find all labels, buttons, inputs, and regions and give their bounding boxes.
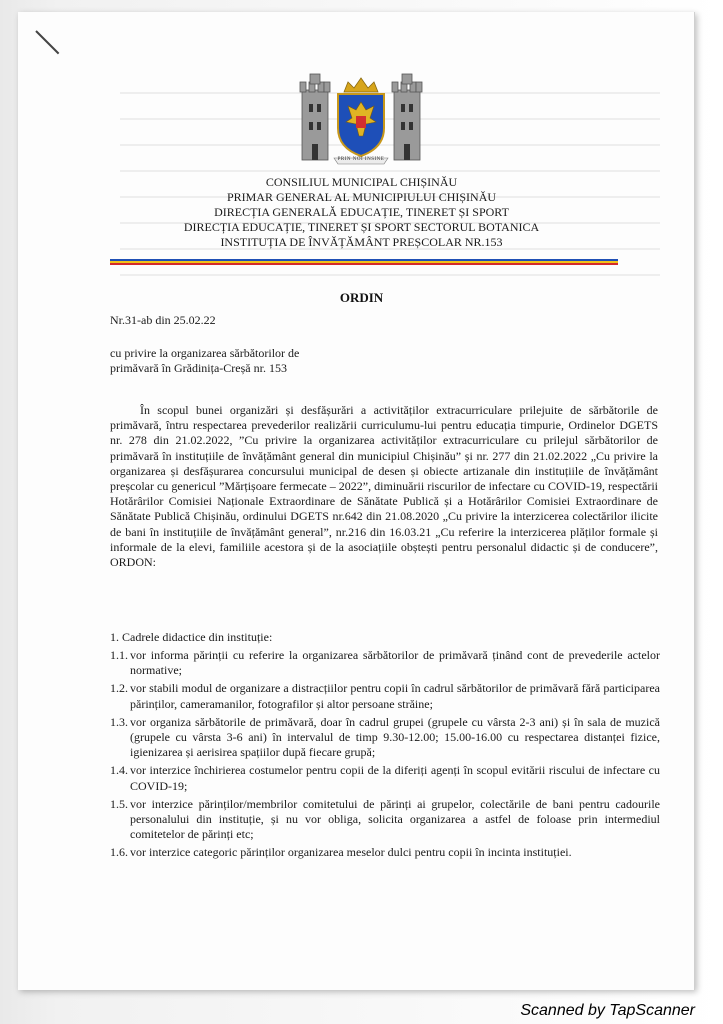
document-body: În scopul bunei organizări și desfășurări a activităților extracurriculare prilejuite de sărbătorile de primăvară, întru respectarea prevederilor realizării curriculumu-lui pentru educația timpurie, Ordinelor DGETS nr. 278 din 21.02.2022, ”Cu privire la organizarea activităților extracurriculare cu prilejul sărbătorilor de primăvară în instituțiile de învățământ general din municipiul Chișinău” și nr. 277 din 21.02.2022 „Cu privire la organizarea și desfășurarea concursului municipal de desen și obiecte artizanale din instituțiile de învățământ preșcolar cu genericul ”Mărțișoare fermecate – 2022”, diminuării riscurilor de infectare cu COVID-19, respectării Hotărârilor Comisiei Naționale Extraordinare de Sănătate Publică și a Hotărârilor Comisiei Extraordinare de Sănătate Publică Chișinău, ordinului DGETS nr.642 din 21.08.2020 „Cu privire la interzicerea colectărilor ilicite de bani în instituțiile de învățământ general”, nr.216 din 16.03.21 „Cu referire la interzicerea plăților formale și informale de la elevi, familiile acestora și de la asociațiile obștești pentru personalul didactic și de conducere”, ORDON: (110, 403, 658, 570)
chisinau-coat-of-arms-icon (296, 70, 426, 168)
header-line-sector-directorate: DIRECȚIA EDUCAȚIE, TINERET ȘI SPORT SECTORUL BOTANICA (183, 220, 540, 234)
header-line-council: CONSILIUL MUNICIPAL CHIȘINĂU (265, 175, 458, 189)
document-number: Nr.31-ab din 25.02.22 (110, 313, 216, 327)
list-item (110, 648, 660, 678)
list-item-number: 1.4. (110, 763, 128, 778)
header-line-institution: INSTITUȚIA DE ÎNVĂȚĂMÂNT PREȘCOLAR NR.153 (220, 235, 503, 249)
list-item-number: 1.5. (110, 796, 128, 811)
list-item-text: vor organiza sărbătorile de primăvară, doar în cadrul grupei (grupele cu vârsta 2-3 ani) și în sala de muzică (grupele cu vârsta 3-6 ani) în intervalul de timp 9.30-12.00; 15.00-16.00 cu respectarea distanței fizice, igienizarea și aerisirea spațiilor după fiecare grupă; (130, 714, 660, 760)
scanner-watermark: Scanned by TapScanner (520, 1002, 695, 1019)
document-title: ORDIN (339, 290, 384, 305)
list-item (110, 797, 660, 843)
tricolor-divider (110, 259, 618, 265)
list-heading: 1. Cadrele didactice din instituție: (110, 630, 273, 644)
subject-line-2: primăvară în Grădinița-Creșă nr. 153 (110, 361, 287, 375)
list-item (110, 845, 660, 860)
document-subject (110, 346, 410, 376)
header-line-general-directorate: DIRECȚIA GENERALĂ EDUCAȚIE, TINERET ȘI SPORT (214, 205, 509, 219)
list-item-number: 1.3. (110, 714, 128, 729)
list-item (110, 715, 660, 761)
list-item (110, 681, 660, 711)
order-list (110, 648, 660, 864)
list-item-text: vor informa părinții cu referire la organizarea sărbătorilor de primăvară ținând cont de prevederile actelor normative; (130, 648, 660, 678)
list-item-text: vor stabili modul de organizare a distracțiilor pentru copii în cadrul sărbătorilor de primăvară fără participarea părinților, cameramanilor, fotografilor și altor persoane străine; (130, 681, 660, 711)
list-item-text: vor interzice părinților/membrilor comitetului de părinți ai grupelor, colectările de bani pentru cadourile personalului din instituție, și nu vor obliga, solicita organizarea a astfel de foloase prin intermediul comitetelor de părinți etc; (130, 796, 660, 842)
header-line-mayor: PRIMAR GENERAL AL MUNICIPIULUI CHIȘINĂU (226, 190, 497, 204)
list-item-number: 1.1. (110, 648, 128, 662)
list-item-number: 1.2. (110, 681, 128, 696)
list-item-text: vor interzice categoric părinților organizarea meselor dulci pentru copii în incinta instituției. (130, 845, 572, 860)
list-item-number: 1.6. (110, 845, 128, 860)
institution-header (100, 175, 623, 250)
list-item-text: vor interzice închirierea costumelor pentru copii de la diferiți agenți în scopul evitării riscului de infectare cu COVID-19; (130, 763, 660, 793)
tricolor-red (110, 263, 618, 265)
crest-motto: PRIN NOI INSINE (337, 157, 385, 162)
list-item (110, 763, 660, 793)
subject-line-1: cu privire la organizarea sărbătorilor de (110, 346, 300, 360)
